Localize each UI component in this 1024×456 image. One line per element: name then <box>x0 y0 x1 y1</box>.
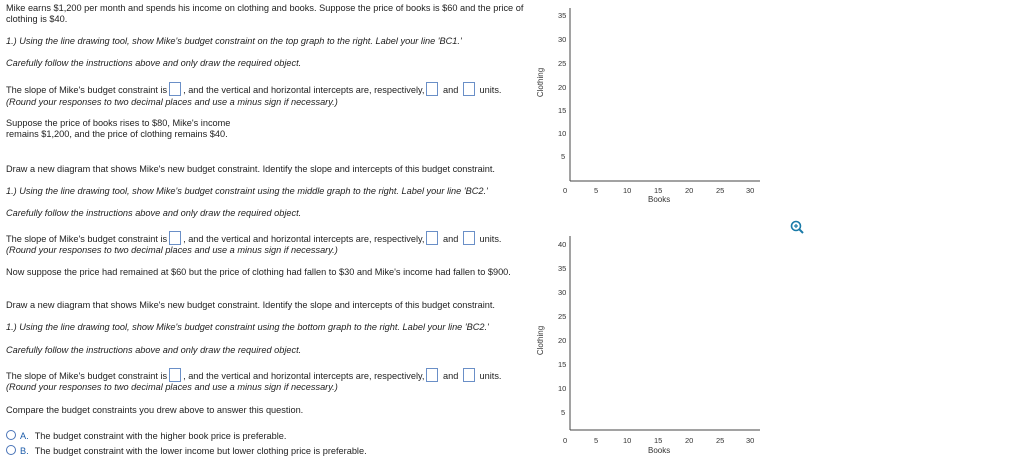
vertical-intercept-input-2[interactable] <box>426 231 438 245</box>
y-tick: 5 <box>561 408 566 417</box>
x-tick: 25 <box>716 436 725 445</box>
y-tick: 35 <box>558 264 567 273</box>
part3-instruction: 1.) Using the line drawing tool, show Mike's budget constraint using the bottom graph to the right. Label your line 'BC2.' <box>6 322 489 332</box>
top-graph-ylabel: Clothing <box>536 67 546 98</box>
horizontal-intercept-input-2[interactable] <box>463 231 475 245</box>
y-tick: 5 <box>561 152 566 161</box>
y-tick: 25 <box>558 59 567 68</box>
slope-line-2: The slope of Mike's budget constraint is , and the vertical and horizontal intercepts are, respectively, and units. <box>6 231 501 245</box>
y-tick: 20 <box>558 83 567 92</box>
part1-instruction: 1.) Using the line drawing tool, show Mike's budget constraint on the top graph to the right. Label your line 'BC1.' <box>6 36 462 46</box>
x-tick: 0 <box>563 436 568 445</box>
y-tick: 20 <box>558 336 567 345</box>
draw-2-text: Draw a new diagram that shows Mike's new budget constraint. Identify the slope and intercepts of this budget constraint. <box>6 164 495 174</box>
x-tick: 30 <box>746 186 755 195</box>
top-graph[interactable] <box>530 0 790 210</box>
x-tick: 20 <box>685 436 694 445</box>
slope-input-3[interactable] <box>169 368 181 382</box>
top-graph-axes <box>530 0 790 210</box>
x-tick: 10 <box>623 436 632 445</box>
scenario-2-text: Suppose the price of books rises to $80, Mike's income remains $1,200, and the price of clothing remains $40. <box>6 118 231 139</box>
vertical-intercept-input-3[interactable] <box>426 368 438 382</box>
x-tick: 0 <box>563 186 568 195</box>
radio-circle-icon[interactable] <box>6 430 16 440</box>
middle-graph-xlabel: Books <box>648 446 671 455</box>
horizontal-intercept-input-3[interactable] <box>463 368 475 382</box>
y-tick: 40 <box>558 240 567 249</box>
round-note-3: (Round your responses to two decimal places and use a minus sign if necessary.) <box>6 382 338 392</box>
y-tick: 30 <box>558 288 567 297</box>
x-tick: 10 <box>623 186 632 195</box>
part2-careful: Carefully follow the instructions above and only draw the required object. <box>6 208 302 218</box>
draw-3-text: Draw a new diagram that shows Mike's new budget constraint. Identify the slope and intercepts of this budget constraint. <box>6 300 495 310</box>
intro-text: Mike earns $1,200 per month and spends his income on clothing and books. Suppose the price of books is $60 and the price of clothing is $40. <box>6 3 524 24</box>
x-tick: 5 <box>594 436 599 445</box>
slope-line-3: The slope of Mike's budget constraint is , and the vertical and horizontal intercepts are, respectively, and units. <box>6 368 501 382</box>
option-a[interactable]: A. The budget constraint with the higher book price is preferable. <box>6 430 286 441</box>
radio-circle-icon[interactable] <box>6 445 16 455</box>
y-tick: 15 <box>558 360 567 369</box>
horizontal-intercept-input-1[interactable] <box>463 82 475 96</box>
top-graph-xlabel: Books <box>648 195 671 204</box>
part2-instruction: 1.) Using the line drawing tool, show Mike's budget constraint using the middle graph to the right. Label your line 'BC2.' <box>6 186 488 196</box>
vertical-intercept-input-1[interactable] <box>426 82 438 96</box>
x-tick: 25 <box>716 186 725 195</box>
part3-careful: Carefully follow the instructions above and only draw the required object. <box>6 345 302 355</box>
y-tick: 35 <box>558 11 567 20</box>
y-tick: 10 <box>558 384 567 393</box>
x-tick: 15 <box>654 186 663 195</box>
scenario-3-text: Now suppose the price had remained at $60 but the price of clothing had fallen to $30 and Mike's income had fallen to $900. <box>6 267 511 277</box>
part1-careful: Carefully follow the instructions above and only draw the required object. <box>6 58 302 68</box>
x-tick: 30 <box>746 436 755 445</box>
slope-input-1[interactable] <box>169 82 181 96</box>
y-tick: 25 <box>558 312 567 321</box>
y-tick: 30 <box>558 35 567 44</box>
round-note-2: (Round your responses to two decimal places and use a minus sign if necessary.) <box>6 245 338 255</box>
compare-text: Compare the budget constraints you drew above to answer this question. <box>6 405 304 415</box>
middle-graph-ylabel: Clothing <box>536 325 546 356</box>
zoom-in-icon[interactable] <box>790 220 804 234</box>
slope-input-2[interactable] <box>169 231 181 245</box>
x-tick: 5 <box>594 186 599 195</box>
round-note-1: (Round your responses to two decimal places and use a minus sign if necessary.) <box>6 97 338 107</box>
y-tick: 10 <box>558 129 567 138</box>
option-b[interactable]: B. The budget constraint with the lower income but lower clothing price is preferable. <box>6 445 367 456</box>
middle-graph[interactable] <box>530 228 790 456</box>
y-tick: 15 <box>558 106 567 115</box>
x-tick: 15 <box>654 436 663 445</box>
slope-line-1: The slope of Mike's budget constraint is , and the vertical and horizontal intercepts are, respectively, and units. <box>6 82 501 96</box>
middle-graph-axes <box>530 228 790 456</box>
x-tick: 20 <box>685 186 694 195</box>
